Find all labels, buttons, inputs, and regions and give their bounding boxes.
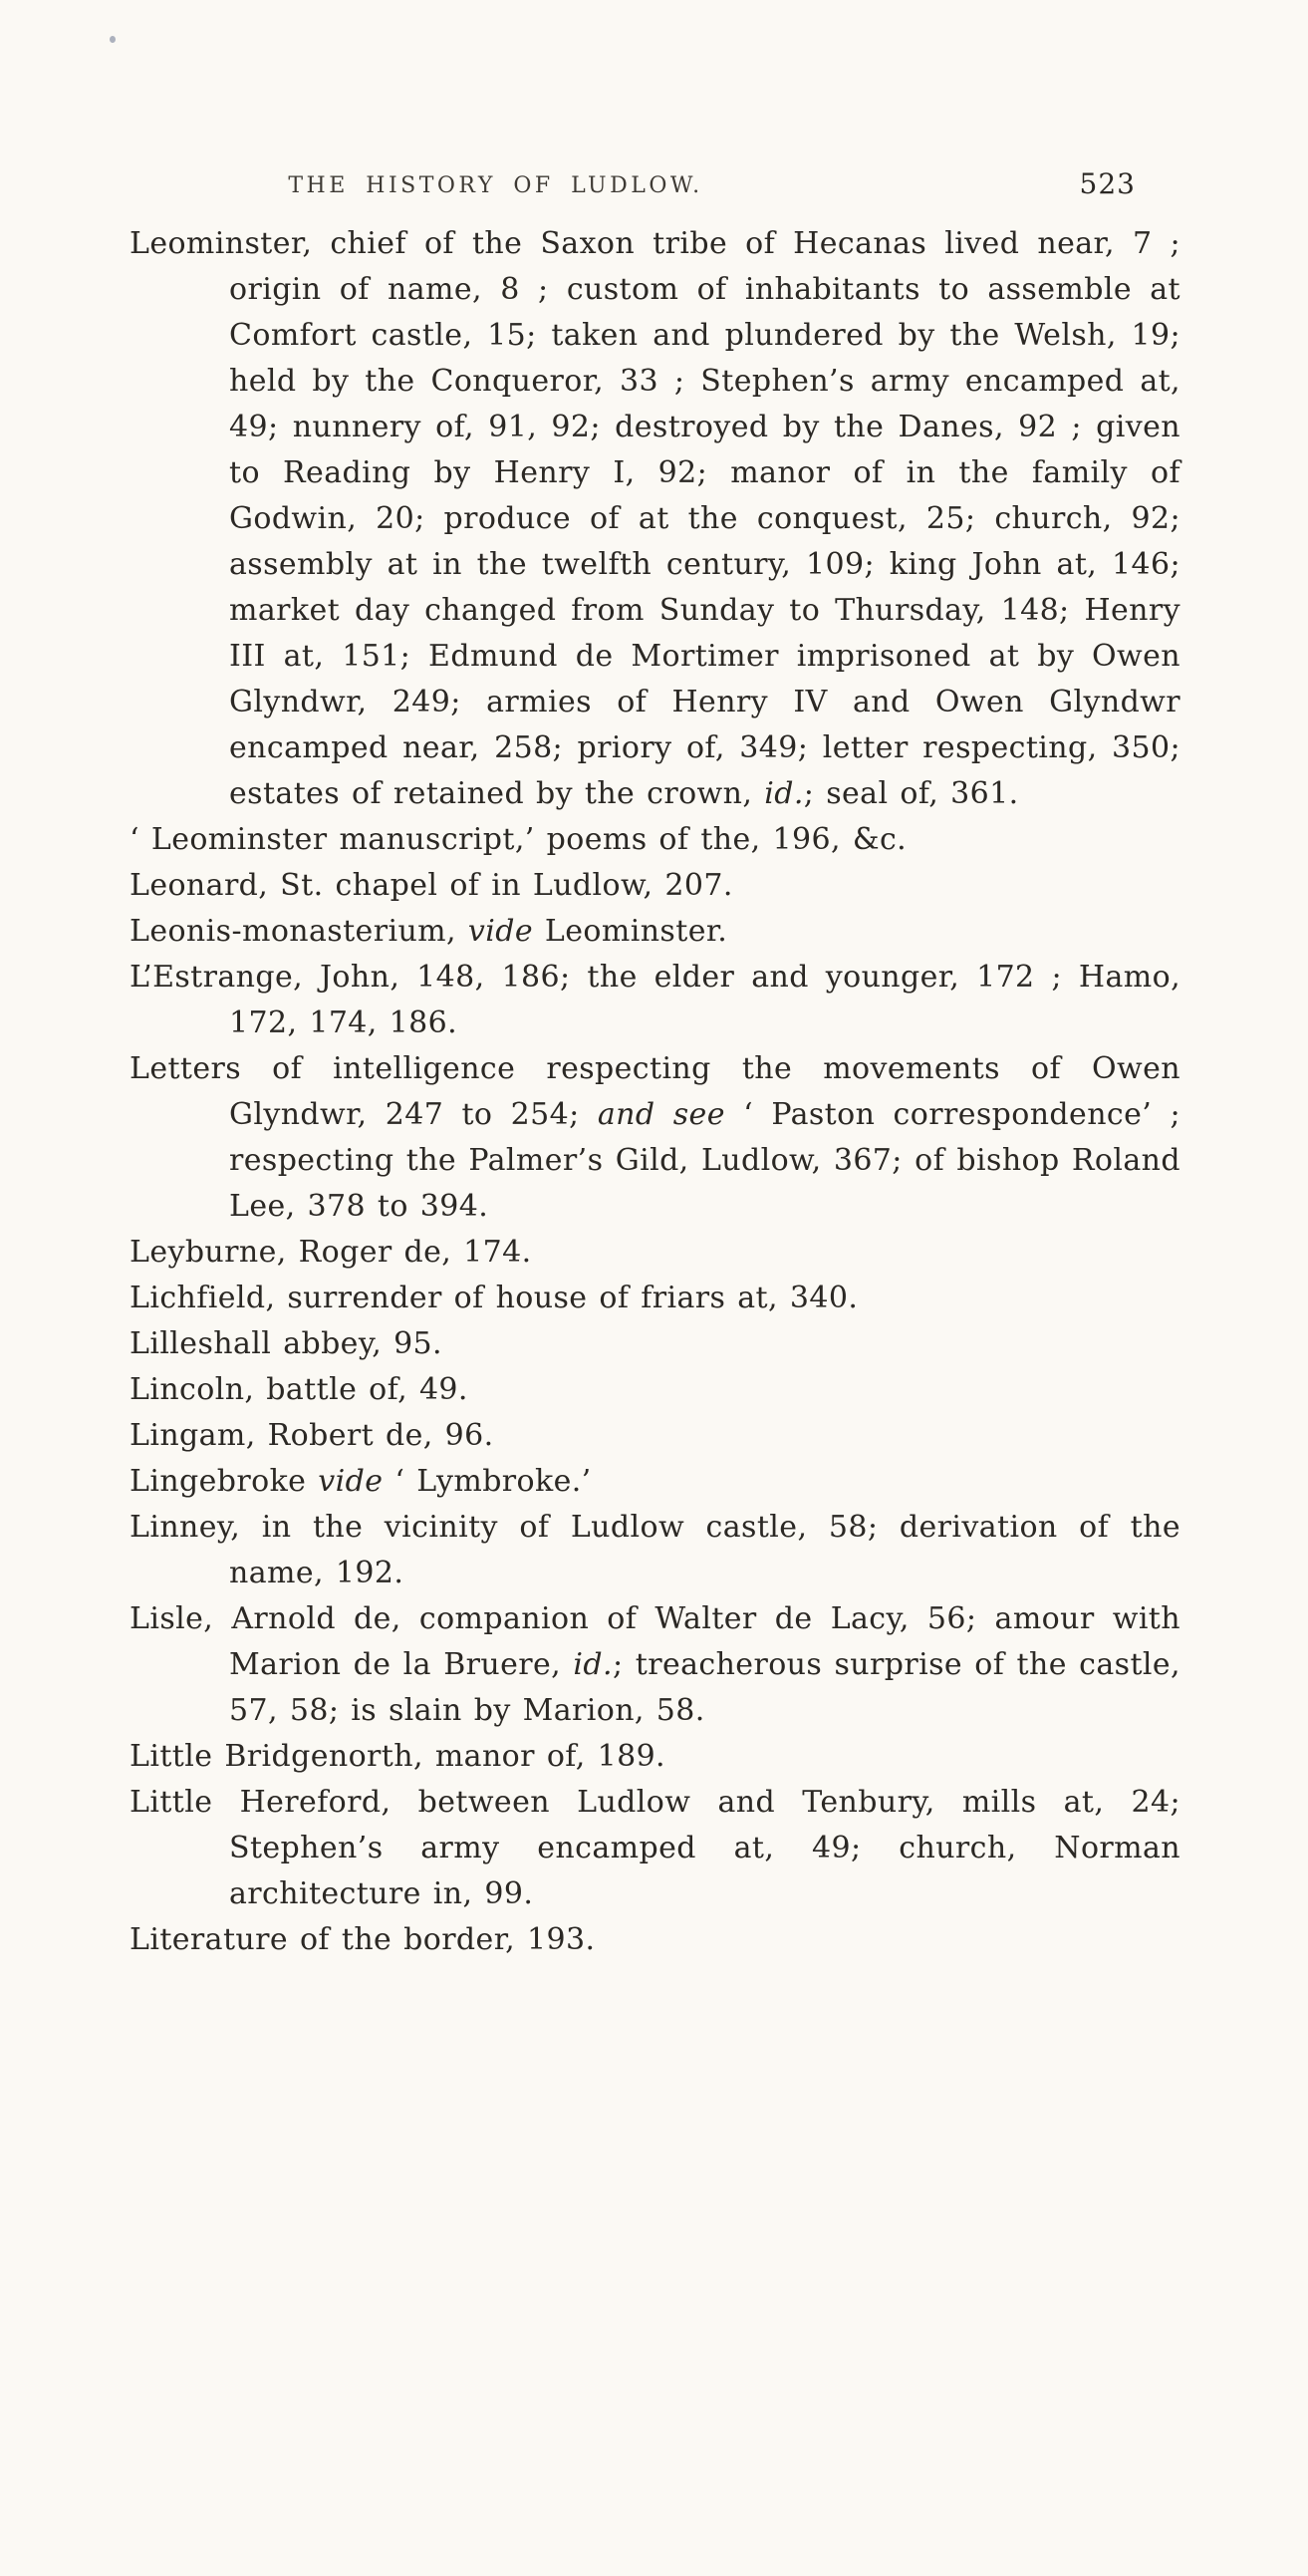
- index-entry: [130, 1276, 1180, 1321]
- entry-text: Leyburne, Roger de, 174.: [130, 1235, 532, 1270]
- entry-text: Lincoln, battle of, 49.: [130, 1372, 468, 1407]
- index-entry: [130, 909, 1180, 955]
- index-entry: [130, 817, 1180, 863]
- entry-text: Leominster.: [533, 914, 728, 949]
- entry-text: ‘ Paston correspondence’ ; respecting the Palmer’s Gild, Ludlow, 367; of bishop Roland Lee, 378 to 394.: [229, 1097, 1180, 1224]
- entry-text: Literature of the border, 193.: [130, 1922, 596, 1957]
- page-header: [130, 167, 1180, 203]
- entry-italic-text: vide: [467, 914, 533, 949]
- entry-text: Lilleshall abbey, 95.: [130, 1326, 442, 1361]
- entry-italic-text: and see: [597, 1097, 725, 1132]
- entry-text: ‘ Lymbroke.’: [383, 1464, 592, 1499]
- index-entry: [130, 1780, 1180, 1917]
- entry-italic-text: id.: [764, 776, 804, 811]
- entry-text: ‘ Leominster manuscript,’ poems of the, 196, &c.: [130, 822, 908, 857]
- entry-text: Leominster, chief of the Saxon tribe of Hecanas lived near, 7 ; origin of name, 8 ; custom of inhabitants to assemble at Comfort castle, 15; taken and plundered by the Welsh, 19; held by the Conqueror, 33 ; Stephen’s army encamped at, 49; nunnery of, 91, 92; destroyed by the Danes, 92 ; given to Reading by Henry I, 92; manor of in the family of Godwin, 20; produce of at the conquest, 25; church, 92; assembly at in the twelfth century, 109; king John at, 146; market day changed from Sunday to Thursday, 148; Henry III at, 151; Edmund de Mortimer imprisoned at by Owen Glyndwr, 249; armies of Henry IV and Owen Glyndwr encamped near, 258; priory of, 349; letter respecting, 350; estates of retained by the crown,: [130, 226, 1180, 811]
- index-entry: [130, 1459, 1180, 1505]
- entry-italic-text: id.: [573, 1647, 613, 1682]
- index-entry: [130, 955, 1180, 1046]
- index-entry: [130, 1413, 1180, 1459]
- running-title: THE HISTORY OF LUDLOW.: [288, 173, 703, 198]
- index-entry: [130, 863, 1180, 909]
- entry-text: Leonis-monasterium,: [130, 914, 468, 949]
- entry-text: Lingebroke: [130, 1464, 319, 1499]
- entry-text: Lichfield, surrender of house of friars at, 340.: [130, 1281, 859, 1315]
- index-entry: [130, 1596, 1180, 1734]
- ink-speck: [110, 36, 116, 43]
- entry-text: Little Bridgenorth, manor of, 189.: [130, 1739, 665, 1774]
- entry-text: Leonard, St. chapel of in Ludlow, 207.: [130, 868, 733, 903]
- entry-text: Lisle, Arnold de, companion of Walter de Lacy, 56; amour with Marion de la Bruere,: [130, 1601, 1180, 1682]
- index-entry: [130, 1505, 1180, 1596]
- entry-text: Little Hereford, between Ludlow and Tenbury, mills at, 24; Stephen’s army encamped at, 49; church, Norman architecture in, 99.: [130, 1785, 1180, 1911]
- page-number: 523: [1079, 167, 1136, 200]
- index-entries: [130, 221, 1180, 1963]
- index-entry: [130, 1917, 1180, 1963]
- entry-text: Letters of intelligence respecting the movements of Owen Glyndwr, 247 to 254;: [130, 1051, 1180, 1132]
- entry-italic-text: vide: [318, 1464, 384, 1499]
- index-entry: [130, 1046, 1180, 1230]
- index-entry: [130, 1321, 1180, 1367]
- index-entry: [130, 1367, 1180, 1413]
- index-entry: [130, 1734, 1180, 1780]
- entry-text: ; seal of, 361.: [803, 776, 1019, 811]
- index-entry: [130, 221, 1180, 817]
- entry-text: Lingam, Robert de, 96.: [130, 1418, 494, 1453]
- entry-text: L’Estrange, John, 148, 186; the elder and younger, 172 ; Hamo, 172, 174, 186.: [130, 960, 1180, 1040]
- index-entry: [130, 1230, 1180, 1276]
- entry-text: ; treacherous surprise of the castle, 57, 58; is slain by Marion, 58.: [229, 1647, 1180, 1728]
- entry-text: Linney, in the vicinity of Ludlow castle, 58; derivation of the name, 192.: [130, 1510, 1180, 1590]
